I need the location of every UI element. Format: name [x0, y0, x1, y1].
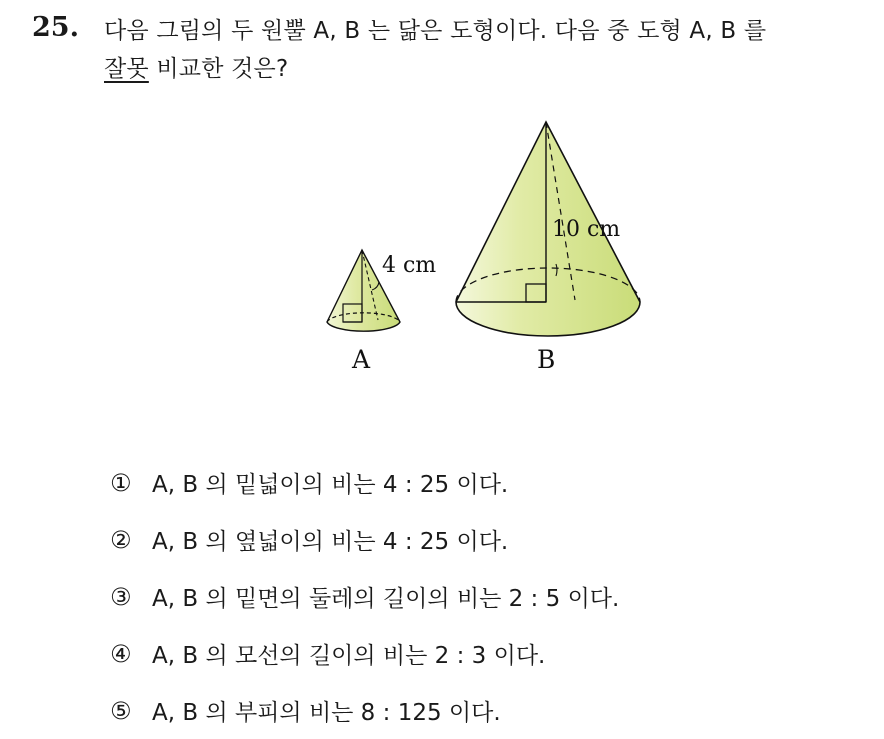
choice-1-mark: ① [110, 468, 132, 497]
choice-5-text: A, B 의 부피의 비는 8 : 125 이다. [152, 700, 501, 726]
cone-a-dimension: 4 cm [382, 253, 437, 278]
cone-a-label: A [352, 345, 371, 374]
choice-3-text: A, B 의 밑면의 둘레의 길이의 비는 2 : 5 이다. [152, 586, 620, 612]
cone-b-dimension: 10 cm [552, 217, 621, 242]
choice-3-mark: ③ [110, 582, 132, 611]
question-line-2-rest: 비교한 것은? [148, 56, 289, 82]
choice-3[interactable] [110, 568, 619, 625]
choice-4-text: A, B 의 모선의 길이의 비는 2 : 3 이다. [152, 643, 546, 669]
question-line-1: 다음 그림의 두 원뿔 A, B 는 닮은 도형이다. 다음 중 도형 A, B 를 [104, 18, 767, 44]
choice-1[interactable] [110, 454, 619, 511]
choice-2-mark: ② [110, 525, 132, 554]
underlined-word: 잘못 [104, 56, 149, 82]
choice-4-mark: ④ [110, 639, 132, 668]
choice-4[interactable] [110, 625, 619, 682]
choice-2-text: A, B 의 옆넓이의 비는 4 : 25 이다. [152, 529, 509, 555]
question-number: 25. [32, 12, 79, 43]
cone-b-label: B [537, 345, 556, 374]
choice-5[interactable] [110, 682, 619, 739]
choice-1-text: A, B 의 밑넓이의 비는 4 : 25 이다. [152, 472, 509, 498]
choice-5-mark: ⑤ [110, 696, 132, 725]
answer-choices [110, 454, 619, 739]
choice-2[interactable] [110, 511, 619, 568]
